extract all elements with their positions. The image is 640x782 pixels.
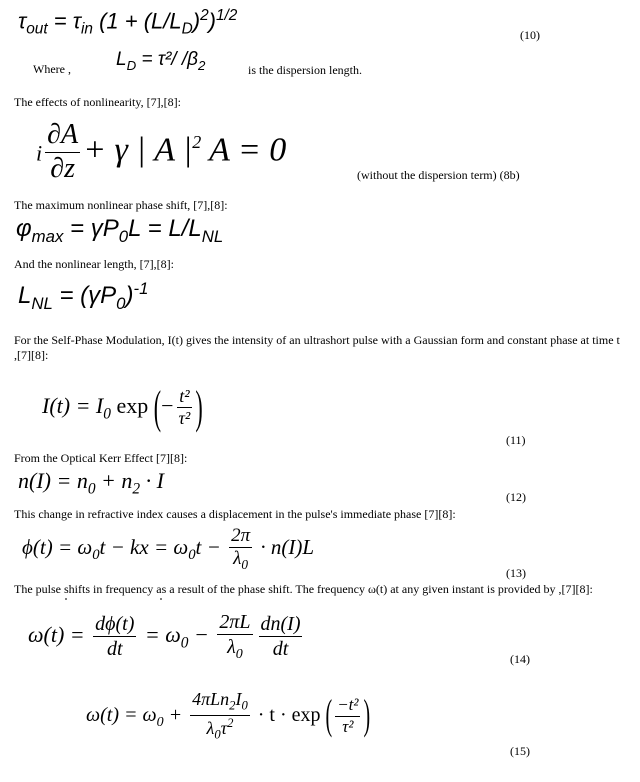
eq15-number: (15) (510, 744, 530, 758)
paragraph-nonlinearity: The effects of nonlinearity, [7],[8]: (14, 95, 181, 109)
paragraph-frequency-shift: The pulse shifts in frequency as a result of the phase shift. The frequency ω(t) at any given instant is provided by ,[7][8]: (14, 582, 593, 596)
eq13-number: (13) (506, 566, 526, 580)
equation-15: $\omega(t) = \omega_0$ + $\frac{4\pi Ln_2I_0}{\lambda_0\tau^2}$ · t · exp ( $\frac{\text{−t²}}{\text{τ²}}$ ) (86, 689, 371, 742)
paragraph-spm-line1: For the Self-Phase Modulation, I(t) gives the intensity of an ultrashort pulse with a Gaussian form and constant phase at time t (14, 333, 620, 347)
eq10-lhs: τ (18, 8, 27, 34)
eq8b-note: (without the dispersion term) (8b) (357, 168, 520, 182)
dispersion-length-equation: $L_D = \tau^2/$ $/\beta_2$ (116, 49, 206, 73)
paragraph-max-phase: The maximum nonlinear phase shift, [7],[8]: (14, 198, 228, 212)
equation-13: $\phi(t) = \omega_0t$ − kx = $\omega_0t$ − $\frac{2\pi}{\lambda_0}$ · n(I)L (22, 524, 315, 573)
equation-14: ω(t) = $\frac{d\phi(t)}{dt}$ = $\omega_0$ − $\frac{2\pi L}{\lambda_0}$ $\frac{dn(I)}{dt}$ (28, 611, 301, 663)
eq14-number: (14) (510, 652, 530, 666)
paragraph-nonlinear-length: And the nonlinear length, [7],[8]: (14, 257, 174, 271)
equation-12: $n(I) = n_0 + n_2 \cdot I$ (18, 468, 164, 498)
equation-8b: i $\frac{\partial A}{\partial z}$ + γ | A $|^2$ A = 0 (36, 119, 287, 185)
where-tail: is the dispersion length. (248, 63, 362, 77)
eq10-number: (10) (520, 28, 540, 42)
paragraph-spm-line2: ,[7][8]: (14, 348, 49, 362)
stray-dot (160, 598, 162, 600)
stray-dot (65, 598, 67, 600)
paragraph-kerr: From the Optical Kerr Effect [7][8]: (14, 451, 188, 465)
eq12-number: (12) (506, 490, 526, 504)
equation-phi-max: $\varphi_{max} = \gamma P_0L = L/L_{NL}$ (16, 215, 224, 246)
equation-11: $I(t) = I_0$ exp (− $\frac{\text{t²}}{\text{τ²}}$ ) (42, 380, 203, 434)
eq11-number: (11) (506, 433, 526, 447)
paragraph-refractive-index: This change in refractive index causes a displacement in the pulse's immediate phase [7][8]: (14, 507, 456, 521)
equation-lnl: $L_{NL} = (\gamma P_0)^{-1}$ (18, 279, 149, 313)
equation-10: $\tau_{out} = \tau_{in}$ $(1 + (L/L_D)^2)^{1/2}$ (18, 7, 238, 38)
where-label: Where , (33, 62, 71, 76)
